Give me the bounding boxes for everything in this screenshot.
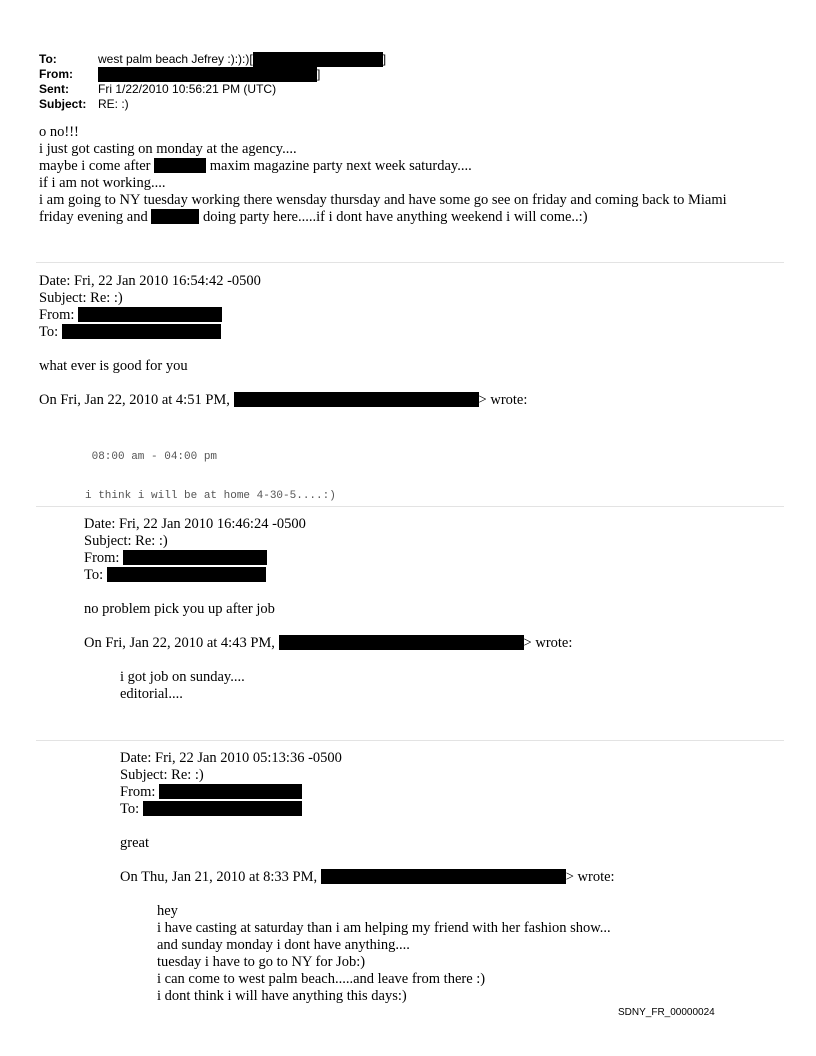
subject-label: Subject:	[39, 97, 87, 111]
quoted-message-2	[84, 516, 572, 652]
from-close: ]	[317, 67, 321, 81]
quote-line: and sunday monday i dont have anything....	[157, 937, 410, 953]
redaction-box	[154, 158, 206, 173]
date-line: Date: Fri, 22 Jan 2010 05:13:36 -0500	[120, 750, 342, 766]
subject-row	[39, 97, 386, 112]
quoted-message-3	[120, 750, 615, 886]
body-line: friday evening and doing party here.....if i dont have anything weekend i will come..:)	[39, 209, 588, 225]
wrote-line: On Fri, Jan 22, 2010 at 4:43 PM, > wrote:	[84, 635, 573, 651]
wrote-line: On Fri, Jan 22, 2010 at 4:51 PM, > wrote:	[39, 392, 528, 408]
date-line: Date: Fri, 22 Jan 2010 16:54:42 -0500	[39, 273, 261, 289]
date-line: Date: Fri, 22 Jan 2010 16:46:24 -0500	[84, 516, 306, 532]
subject-value: RE: :)	[98, 97, 129, 111]
subject-line: Subject: Re: :)	[84, 533, 168, 549]
redaction-box	[78, 307, 222, 322]
from-line: From:	[84, 550, 572, 567]
divider	[36, 740, 784, 741]
subject-line: Subject: Re: :)	[39, 290, 123, 306]
body-line: o no!!!	[39, 124, 79, 140]
quote-line: i got job on sunday....	[120, 669, 245, 685]
email-header	[39, 52, 386, 112]
redaction-box	[279, 635, 524, 650]
sent-value: Fri 1/22/2010 10:56:21 PM (UTC)	[98, 82, 277, 96]
to-line: To:	[84, 567, 572, 584]
redaction-box	[159, 784, 302, 799]
quote-line: i have casting at saturday than i am helping my friend with her fashion show...	[157, 920, 611, 936]
subject-line: Subject: Re: :)	[120, 767, 204, 783]
to-line: To:	[39, 324, 527, 341]
bates-number: SDNY_FR_00000024	[618, 1007, 715, 1018]
to-row	[39, 52, 386, 67]
quote-line: i can come to west palm beach.....and leave from there :)	[157, 971, 486, 987]
from-line: From:	[39, 307, 527, 324]
redaction-box	[107, 567, 266, 582]
mono-line: 08:00 am - 04:00 pm	[85, 451, 218, 463]
divider	[36, 262, 784, 263]
redaction-box	[123, 550, 267, 565]
quote-line: i dont think i will have anything this days:)	[157, 988, 407, 1004]
mono-line: i think i will be at home 4-30-5....:)	[85, 490, 336, 502]
redaction-box	[143, 801, 302, 816]
redaction-box	[98, 67, 317, 82]
body-line: i just got casting on monday at the agency....	[39, 141, 297, 157]
quoted-message-1	[39, 273, 527, 409]
body-line: what ever is good for you	[39, 358, 188, 374]
to-close: ]	[382, 52, 387, 66]
quoted-text	[120, 669, 245, 703]
sent-label: Sent:	[39, 82, 69, 96]
sent-row	[39, 82, 386, 97]
to-label: To:	[39, 52, 57, 66]
to-value: west palm beach Jefrey :):):)[	[98, 52, 253, 66]
quote-line: tuesday i have to go to NY for Job:)	[157, 954, 366, 970]
body-line: i am going to NY tuesday working there wensday thursday and have some go see on friday and coming back to Miami	[39, 192, 727, 208]
divider	[36, 506, 784, 507]
redaction-box	[321, 869, 566, 884]
from-row	[39, 67, 386, 82]
quoted-text	[157, 903, 611, 1005]
from-line: From:	[120, 784, 615, 801]
wrote-line: On Thu, Jan 21, 2010 at 8:33 PM, > wrote:	[120, 869, 615, 885]
redaction-box	[234, 392, 479, 407]
redaction-box	[151, 209, 199, 224]
body-line: no problem pick you up after job	[84, 601, 275, 617]
body-line: maybe i come after maxim magazine party next week saturday....	[39, 158, 472, 174]
redaction-box	[62, 324, 221, 339]
redaction-box	[253, 52, 383, 67]
from-label: From:	[39, 67, 73, 81]
quoted-preformatted	[85, 425, 336, 516]
quote-line: editorial....	[120, 686, 183, 702]
message-body	[39, 124, 727, 226]
to-line: To:	[120, 801, 615, 818]
body-line: if i am not working....	[39, 175, 166, 191]
quote-line: hey	[157, 903, 178, 919]
body-line: great	[120, 835, 149, 851]
